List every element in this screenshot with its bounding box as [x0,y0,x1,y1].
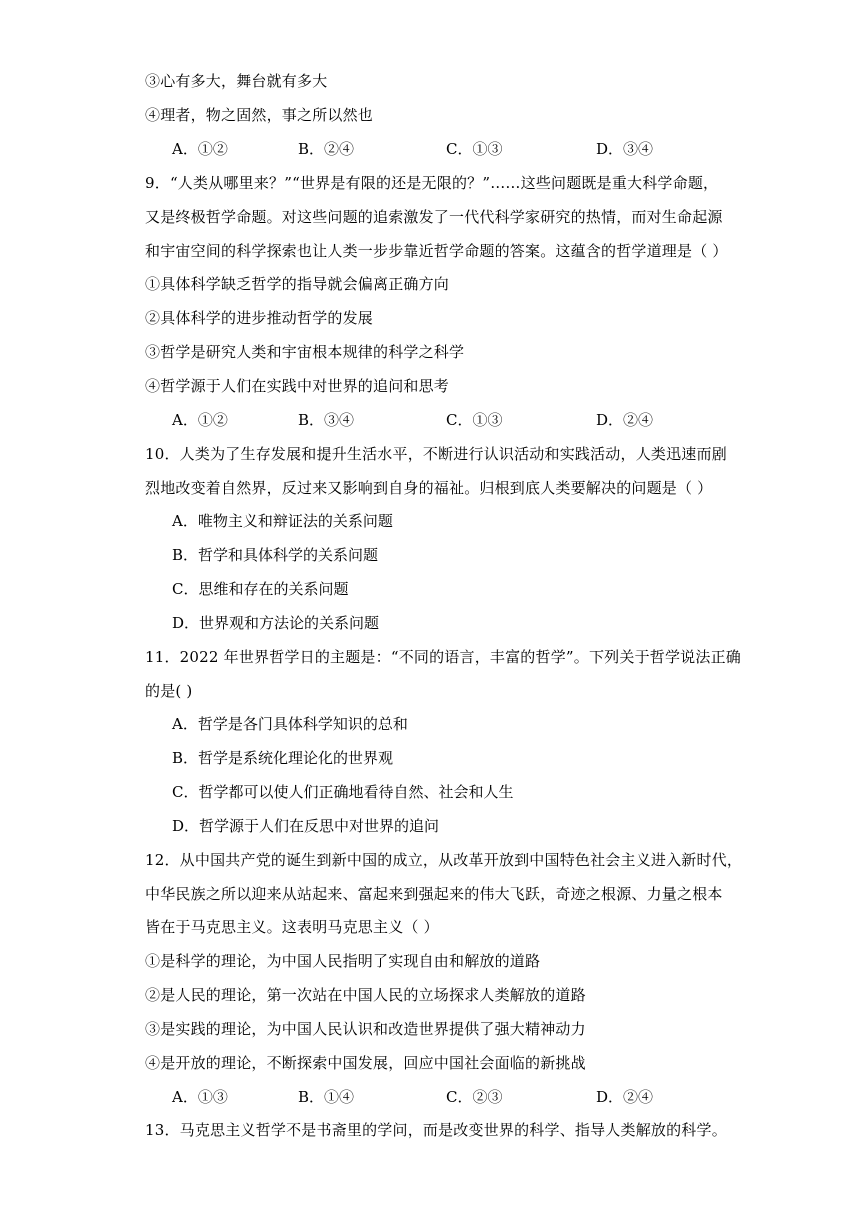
q9-option-c: C．①③ [446,411,503,429]
q12-item-3: ③是实践的理论，为中国人民认识和改造世界提供了强大精神动力 [145,1020,586,1038]
q8-option-a: A．①② [172,140,228,158]
q12-stem-line: 皆在于马克思主义。这表明马克思主义（ ） [145,918,439,936]
q9-stem-line: 9．“人类从哪里来？”“世界是有限的还是无限的？”……这些问题既是重大科学命题， [145,174,719,192]
q10-option-d: D．世界观和方法论的关系问题 [172,614,380,632]
q12-item-1: ①是科学的理论，为中国人民指明了实现自由和解放的道路 [145,952,541,970]
q12-stem-line: 中华民族之所以迎来从站起来、富起来到强起来的伟大飞跃，奇迹之根源、力量之根本 [145,885,723,903]
q11-stem-line: 11．2022 年世界哲学日的主题是：“不同的语言，丰富的哲学”。下列关于哲学说法正确 [145,648,741,666]
q12-option-a: A．①③ [172,1088,228,1106]
q10-option-b: B．哲学和具体科学的关系问题 [172,546,379,564]
q12-option-d: D．②④ [596,1088,654,1106]
q8-option-d: D．③④ [596,140,654,158]
q11-option-c: C．哲学都可以使人们正确地看待自然、社会和人生 [172,783,514,801]
q13-stem-line: 13．马克思主义哲学不是书斋里的学问，而是改变世界的科学、指导人类解放的科学。 [145,1121,727,1139]
q12-item-2: ②是人民的理论，第一次站在中国人民的立场探求人类解放的道路 [145,986,586,1004]
q9-item-3: ③哲学是研究人类和宇宙根本规律的科学之科学 [145,343,465,361]
q9-option-b: B．③④ [298,411,355,429]
q9-option-d: D．②④ [596,411,654,429]
q11-option-a: A．哲学是各门具体科学知识的总和 [172,715,408,733]
q9-stem-line: 又是终极哲学命题。对这些问题的追索激发了一代代科学家研究的热情，而对生命起源 [145,208,723,226]
q12-option-c: C．②③ [446,1088,503,1106]
q9-stem-line: 和宇宙空间的科学探索也让人类一步步靠近哲学命题的答案。这蕴含的哲学道理是（ ） [145,242,728,260]
q8-option-c: C．①③ [446,140,503,158]
q12-option-b: B．①④ [298,1088,355,1106]
q8-option-b: B．②④ [298,140,355,158]
q10-option-c: C．思维和存在的关系问题 [172,580,349,598]
q11-stem-line: 的是( ) [145,682,193,700]
q9-item-1: ①具体科学缺乏哲学的指导就会偏离正确方向 [145,275,450,293]
q10-stem-line: 10．人类为了生存发展和提升生活水平，不断进行认识活动和实践活动，人类迅速而剧 [145,445,727,463]
q11-option-d: D．哲学源于人们在反思中对世界的追问 [172,817,440,835]
q10-stem-line: 烈地改变着自然界，反过来又影响到自身的福祉。归根到底人类要解决的问题是（ ） [145,479,713,497]
q9-option-a: A．①② [172,411,228,429]
q12-stem-line: 12．从中国共产党的诞生到新中国的成立，从改革开放到中国特色社会主义进入新时代， [145,851,743,869]
q11-option-b: B．哲学是系统化理论化的世界观 [172,749,394,767]
q8-item-4: ④理者，物之固然，事之所以然也 [145,106,374,124]
q8-item-3: ③心有多大，舞台就有多大 [145,72,328,90]
q10-option-a: A．唯物主义和辩证法的关系问题 [172,512,393,530]
q9-item-2: ②具体科学的进步推动哲学的发展 [145,309,374,327]
q12-item-4: ④是开放的理论，不断探索中国发展，回应中国社会面临的新挑战 [145,1054,586,1072]
q9-item-4: ④哲学源于人们在实践中对世界的追问和思考 [145,377,450,395]
